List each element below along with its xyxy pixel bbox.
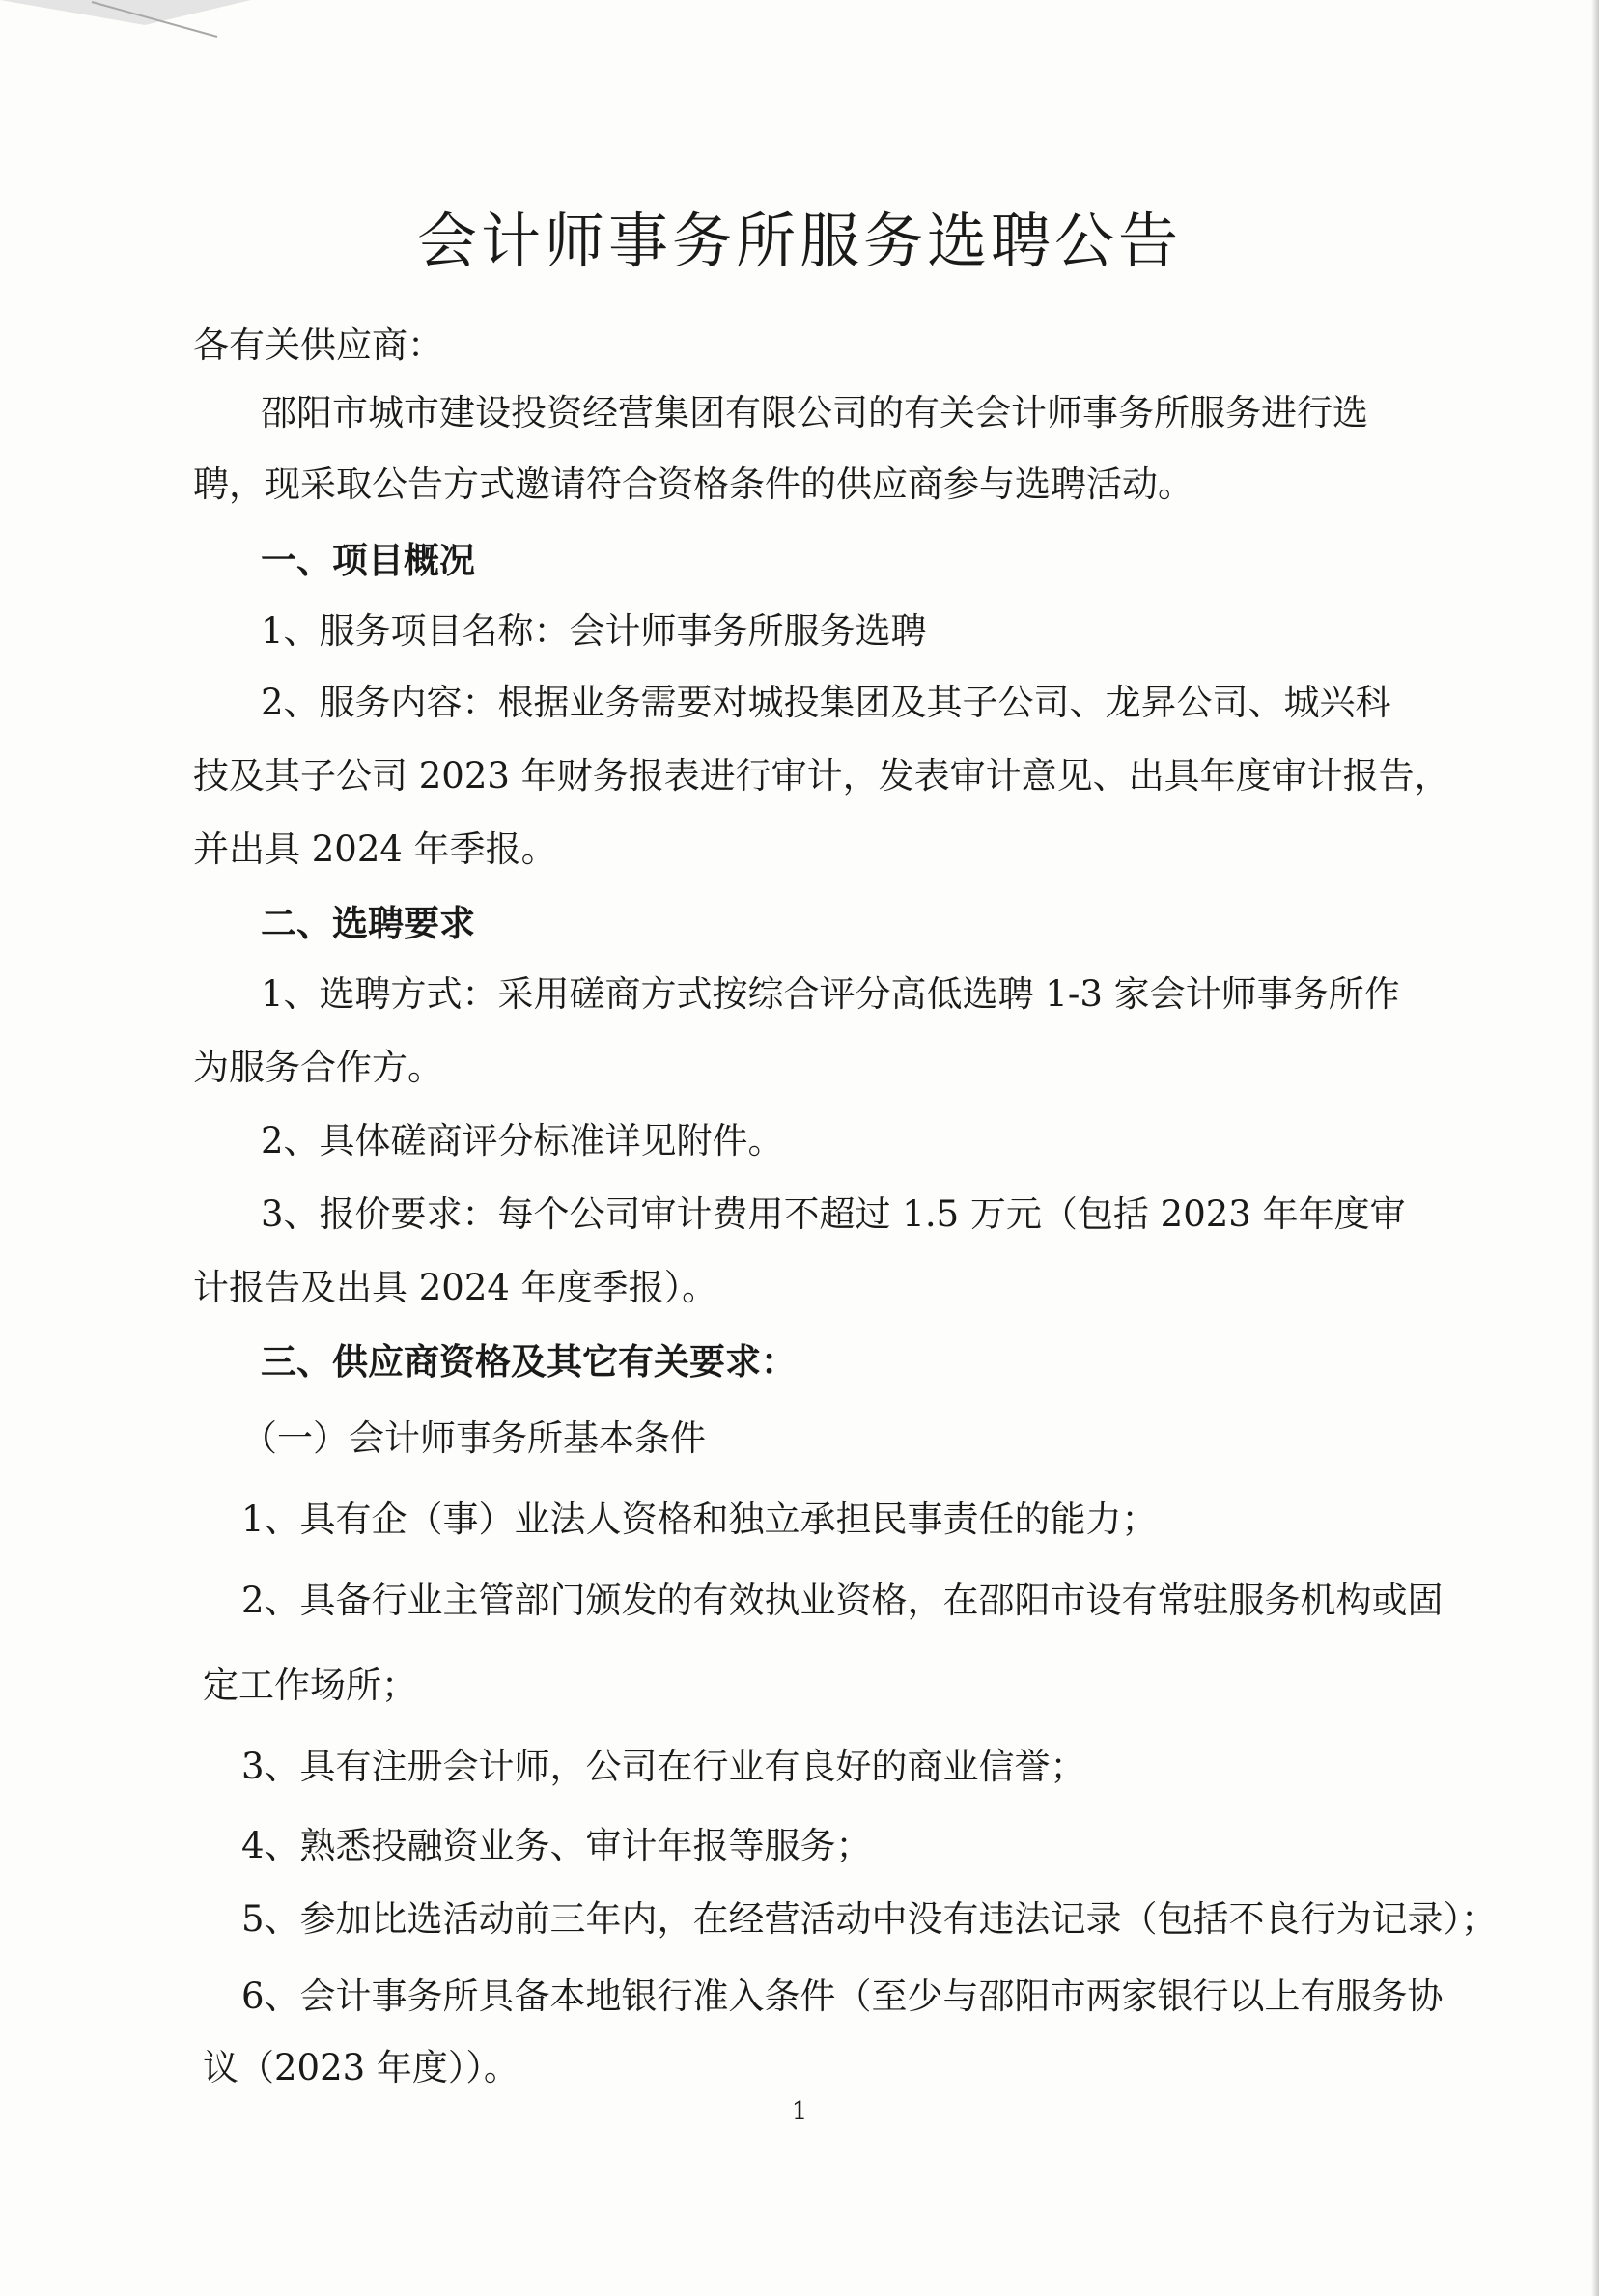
section-3-item-6-line-1: 6、会计事务所具备本地银行准入条件（至少与邵阳市两家银行以上有服务协 xyxy=(241,1975,1444,2017)
scan-corner-fold xyxy=(0,0,251,58)
salutation: 各有关供应商： xyxy=(193,324,443,366)
section-1-item-2-line-2: 技及其子公司 2023 年财务报表进行审计，发表审计意见、出具年度审计报告， xyxy=(193,755,1450,797)
section-3-item-6-line-2: 议（2023 年度））。 xyxy=(203,2047,519,2088)
section-3-subheading: （一）会计师事务所基本条件 xyxy=(241,1417,706,1459)
section-3-item-3: 3、具有注册会计师，公司在行业有良好的商业信誉； xyxy=(241,1746,1086,1787)
section-3-item-5: 5、参加比选活动前三年内，在经营活动中没有违法记录（包括不良行为记录）； xyxy=(241,1898,1498,1940)
section-3-item-4: 4、熟悉投融资业务、审计年报等服务； xyxy=(241,1825,872,1866)
page-title: 会计师事务所服务选聘公告 xyxy=(416,206,1182,276)
section-3-item-2-line-1: 2、具备行业主管部门颁发的有效执业资格，在邵阳市设有常驻服务机构或固 xyxy=(241,1580,1444,1621)
section-2-item-3-line-2: 计报告及出具 2024 年度季报）。 xyxy=(193,1267,718,1308)
section-1-heading: 一、项目概况 xyxy=(261,539,475,581)
intro-line-2: 聘，现采取公告方式邀请符合资格条件的供应商参与选聘活动。 xyxy=(193,463,1193,505)
section-2-item-2: 2、具体磋商评分标准详见附件。 xyxy=(261,1120,784,1162)
section-1-item-1: 1、服务项目名称：会计师事务所服务选聘 xyxy=(261,610,927,652)
page-number: 1 xyxy=(791,2097,808,2126)
intro-line-1: 邵阳市城市建设投资经营集团有限公司的有关会计师事务所服务进行选 xyxy=(261,392,1368,434)
section-1-item-2-line-1: 2、服务内容：根据业务需要对城投集团及其子公司、龙昇公司、城兴科 xyxy=(261,682,1391,723)
section-2-item-1-line-1: 1、选聘方式：采用磋商方式按综合评分高低选聘 1-3 家会计师事务所作 xyxy=(261,973,1400,1015)
section-3-item-2-line-2: 定工作场所； xyxy=(203,1665,417,1706)
scan-edge-shadow xyxy=(1591,0,1599,2296)
section-2-heading: 二、选聘要求 xyxy=(261,902,475,944)
section-1-item-2-line-3: 并出具 2024 年季报。 xyxy=(193,828,557,870)
section-2-item-1-line-2: 为服务合作方。 xyxy=(193,1047,443,1088)
section-3-item-1: 1、具有企（事）业法人资格和独立承担民事责任的能力； xyxy=(241,1498,1158,1540)
section-2-item-3-line-1: 3、报价要求：每个公司审计费用不超过 1.5 万元（包括 2023 年年度审 xyxy=(261,1193,1406,1235)
section-3-heading: 三、供应商资格及其它有关要求： xyxy=(261,1340,797,1383)
